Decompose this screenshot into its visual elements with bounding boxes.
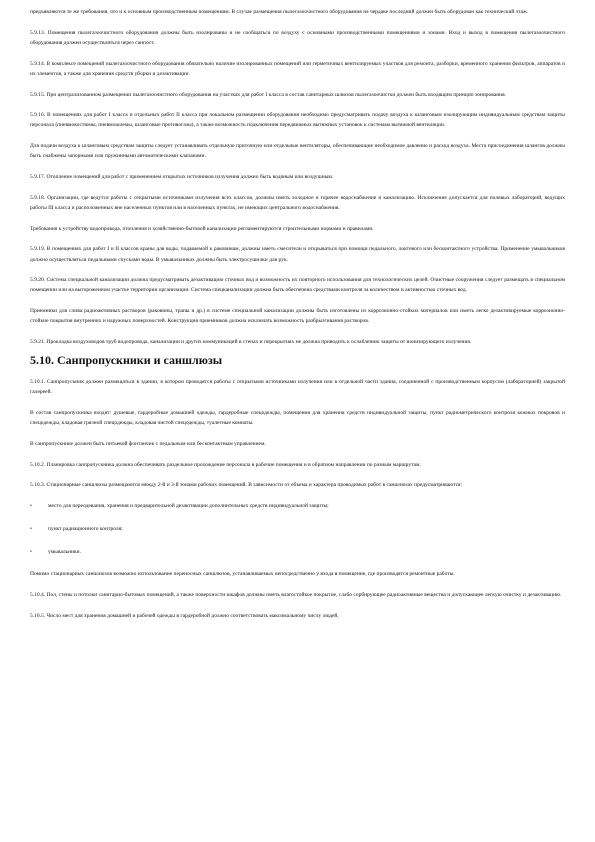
paragraph: В состав санпропускника входят: душевые, гардеробные домашней одежды, гардеробные спецодежды, помещения для хранения средств индивидуальной защиты, пункт радиометрического контроля кожных покровов и спецодежды, кладовая грязной спецодежды, кладовая чистой спецодежды, туалетные комнаты. — [30, 410, 565, 427]
paragraph: 5.9.18. Организации, где ведутся работы с открытыми источниками излучения всех классов, должны иметь холодное и горячее водоснабжение и канализацию. Исключение допускается для полевых лабораторий, ведущих работы III класса и расположенных вне населенных пунктов или в населенных пунктах, не имеющих центрального водоснабжения. — [30, 194, 565, 211]
paragraph: В санпропускнике должен быть питьевой фонтанчик с педальным или бесконтактным управлением. — [30, 441, 266, 448]
paragraph: 5.9.21. Прокладка воздуховодов труб водопровода, канализации и других коммуникаций в стенах и перекрытиях не должна приводить к ослаблению защиты от ионизирующего излучения. — [30, 339, 472, 346]
paragraph: 5.10.4. Пол, стены и потолки санитарно-бытовых помещений, а также поверхности шкафов должны иметь влагостойкое покрытие, слабо сорбирующее радиоактивные вещества и допускающее легкую очистку и дезактивацию. — [30, 592, 562, 598]
list-item-text: пункт радиационного контроля; — [48, 525, 123, 532]
document-body — [30, 7, 565, 631]
bullet-list — [30, 501, 565, 557]
bullet-icon: • — [30, 525, 32, 532]
paragraph: 5.9.16. В помещениях для работ I класса и отдельных работ II класса при локальном размещении оборудования необходимо предусматривать подачу воздуха к шланговым изолирующим индивидуальным средствам защиты персонала (пневмокостюмы, пневмошлемы, шланговые противогазы), а также возможность подключения передвижных вытяжных установок к системам вытяжной вентиляции. — [30, 112, 565, 129]
paragraph: Для подачи воздуха к шланговым средствам защиты следует устанавливать отдельную приточную или отдельные вентиляторы, обеспечивающие необходимое давление и расход воздуха. Места присоединения шлангов должны быть снабжены запорными или пружинными автоматическими клапанами. — [30, 143, 565, 160]
bullet-icon: • — [30, 548, 32, 555]
paragraph: 5.9.15. При централизованном размещении пылегазоочистного оборудования на участках для работ I класса в состав санитарных шлюзов пылегазоочистки должен быть входящим принцип зонирования. — [30, 91, 507, 98]
paragraph: 5.9.13. Помещения пылегазоочистного оборудования должны быть изолированы и не сообщаться по воздуху с основными производственными помещениями и зонами. Вход и выход в помещения пылегазоочистного оборудования должен осуществляться через санпост. — [30, 29, 565, 46]
paragraph: 5.10.3. Стационарные саншлюзы размещаются между 2-й и 3-й зонами рабочих помещений. В зависимости от объема и характера проводимых работ в саншлюзах предусматриваются: — [30, 482, 463, 489]
paragraph: 5.9.17. Отопление помещений для работ с применением открытых источников излучения должно быть водяным или воздушным. — [30, 174, 334, 181]
paragraph: Приемники для слива радиоактивных растворов (раковины, трапы и др.) в системе специальной канализации должны быть изготовлены из коррозионно-стойких материалов или иметь легко дезактивируемые коррозионно-стойкие покрытия внутренних и наружных поверхностей. Конструкция приемников должна исключать возможность разбрызгивания растворов. — [30, 308, 565, 325]
section-heading: 5.10. Санпропускники и саншлюзы — [30, 353, 223, 368]
list-item — [30, 524, 565, 534]
paragraph: 5.10.1. Санпропускник должен размещаться в здании, в котором проводятся работы с открытыми источниками излучения или в отдельной части здания, соединенной с производственным корпусом (лабораторией) закрытой галереей. — [30, 379, 565, 396]
paragraph: 5.9.14. В комплексе помещений пылегазоочистного оборудования обязательно наличие изолированных помещений или герметичных вентилируемых участков для ремонта, разборки, временного хранения фильтров, аппаратов и их элементов, а также для хранения средств уборки и дезактивации. — [30, 60, 565, 77]
list-item-text: место для переодевания, хранения и предварительной дезактивации дополнительных средств индивидуальной защиты; — [48, 503, 329, 510]
paragraph: 5.10.5. Число мест для хранения домашней и рабочей одежды в гардеробной должно соответствовать максимальному числу людей, — [30, 612, 339, 619]
bullet-icon: • — [30, 503, 32, 510]
list-item — [30, 501, 565, 511]
paragraph: 5.9.19. В помещениях для работ I и II классов краны для воды, подаваемой к раковинам, должны иметь смесители и открываться при помощи педального, локтевого или бесконтактного устройства. Применение умывальников должно осуществляться педальными спусками воды. В умывальниках должны быть электросушилки для рук. — [30, 246, 565, 263]
list-item-text: умывальники. — [48, 548, 81, 555]
paragraph: 5.10.2. Планировка санпропускника должна обеспечивать раздельное прохождение персонала в рабочие помещения и в обратном направлении по разным маршрутам. — [30, 461, 421, 468]
paragraph: Помимо стационарных саншлюзов возможно использование переносных саншлюзов, устанавливаемых непосредственно у входа в помещение, где производятся ремонтные работы. — [30, 571, 455, 578]
list-item — [30, 547, 565, 557]
paragraph: 5.9.20. Система специальной канализации должна предусматривать дезактивацию сточных вод и возможность их повторного использования для технологических целей. Очистные сооружения следует размещать в специальном помещении или на выгороженном участке территории организации. Система спецканализации должна быть обеспечена средствами контроля за количеством и активностью сточных вод. — [30, 277, 565, 294]
paragraph: предъявляются те же требования, что и к основным производственным помещениям. В случае размещения пылегазоочистного оборудования на чердаке последний должен быть оборудован как технический этаж. — [30, 9, 529, 15]
paragraph: Требования к устройству водопровода, отопления и хозяйственно-бытовой канализации регламентируются строительными нормами и правилами. — [30, 225, 374, 232]
